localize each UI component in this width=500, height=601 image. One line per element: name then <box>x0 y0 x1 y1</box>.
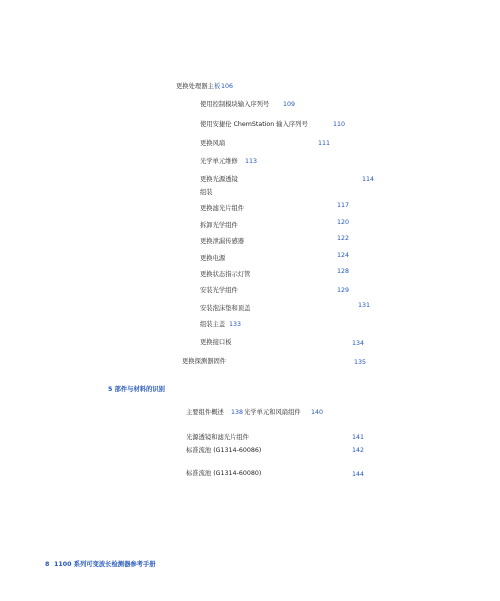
toc-page-number: 133 <box>229 321 242 328</box>
chapter-heading[interactable]: 5 部件与材料的识别 <box>108 386 165 393</box>
toc-page-number: 117 <box>337 202 350 209</box>
toc-page-number: 106 <box>221 83 234 90</box>
toc-page-number: 141 <box>352 434 365 441</box>
toc-page-number: 129 <box>337 287 350 294</box>
toc-entry-text: 更换风扇 <box>200 140 226 147</box>
footer-page-number: 8 <box>45 561 50 568</box>
toc-page-number: 134 <box>352 340 365 347</box>
toc-entry-text: 更换接口板 <box>200 339 232 346</box>
toc-page-number: 124 <box>337 252 350 259</box>
toc-page-number: 138 <box>231 409 244 416</box>
toc-entry-text: 更换处理器主 <box>176 83 214 90</box>
toc-page-number-2: 140 <box>311 409 324 416</box>
toc-entry-text-highlight: 板 <box>214 83 221 90</box>
toc-entry-text: 更换状态指示灯管 <box>200 271 251 278</box>
toc-page-number: 128 <box>337 268 350 275</box>
toc-entry-text: 主要组件概述 <box>186 409 224 416</box>
toc-entry-text: 安装光学组件 <box>200 287 238 294</box>
toc-entry-text: 更换泄漏传感器 <box>200 238 245 245</box>
footer-title: 1100 系列可变波长检测器参考手册 <box>54 561 156 568</box>
toc-page-number: 114 <box>362 176 375 183</box>
toc-page-number: 113 <box>245 158 258 165</box>
toc-entry-text: 光源透镜和滤光片组件 <box>186 434 249 441</box>
toc-entry-text-line2: 组装 <box>200 189 213 196</box>
toc-entry-text: 光学单元维修 <box>200 158 238 165</box>
toc-entry-text: 安装泡沫垫和顶盖 <box>200 305 251 312</box>
toc-page-number: 135 <box>354 359 367 366</box>
toc-page-number: 122 <box>337 235 350 242</box>
toc-entry-text: 标准流池 (G1314-60080) <box>186 470 262 477</box>
toc-entry-text: 更换探测器固件 <box>182 358 227 365</box>
toc-entry-text-2: 光学单元和风扇组件 <box>244 409 301 416</box>
toc-entry-text: 拆卸光学组件 <box>200 222 238 229</box>
toc-page-number: 131 <box>358 302 371 309</box>
toc-entry-text: 使用安捷伦 ChemStation 输入序列号 <box>200 121 308 128</box>
toc-page-number: 109 <box>283 101 296 108</box>
toc-entry-text: 标准流池 (G1314-60086) <box>186 447 262 454</box>
toc-entry-text: 更换电源 <box>200 255 226 262</box>
toc-entry-text: 更换光源透镜 <box>200 176 238 183</box>
toc-entry-text: 组装主盖 <box>200 321 226 328</box>
toc-page-number: 142 <box>352 447 365 454</box>
toc-page-number: 110 <box>333 121 346 128</box>
toc-page-number: 111 <box>318 140 331 147</box>
toc-entry-text: 更换滤光片组件 <box>200 205 245 212</box>
toc-page-number: 120 <box>337 219 350 226</box>
toc-page-number: 144 <box>352 471 365 478</box>
toc-entry-text: 使用控制模块输入序列号 <box>200 101 270 108</box>
